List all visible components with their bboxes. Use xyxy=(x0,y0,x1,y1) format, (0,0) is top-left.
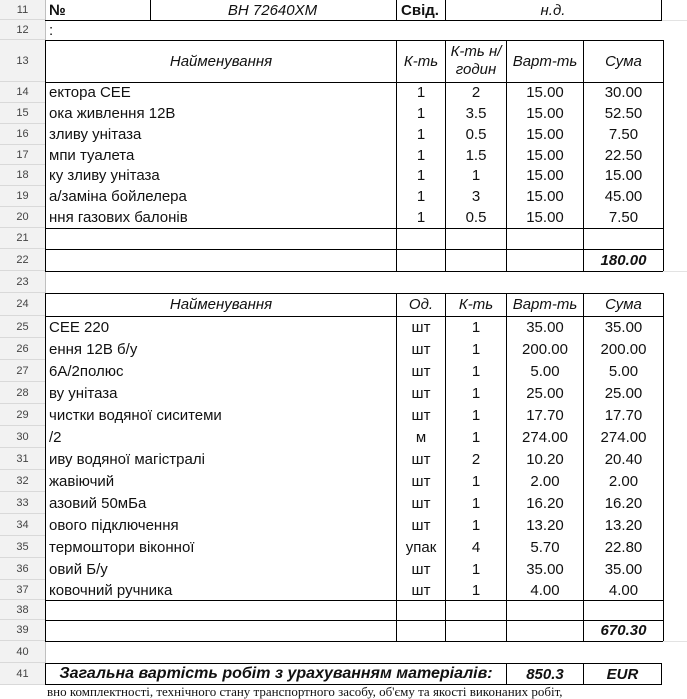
row-number[interactable]: 22 xyxy=(0,249,45,271)
work-row-sum: 52.50 xyxy=(604,105,643,122)
mat-row-price: 13.20 xyxy=(526,516,564,534)
row-number[interactable]: 24 xyxy=(0,293,45,316)
mat-row-price: 35.00 xyxy=(526,560,564,578)
grand-total-label: Загальна вартість робіт з урахуванням матеріалів: xyxy=(59,665,493,682)
row-number[interactable]: 37 xyxy=(0,580,45,600)
work-row-name: зливу унітаза xyxy=(49,126,142,143)
table-border xyxy=(45,293,46,641)
work-row-sum: 7.50 xyxy=(608,126,639,143)
mat-row-qty: 1 xyxy=(471,428,481,446)
mat-row-qty: 2 xyxy=(471,450,481,468)
row-number[interactable]: 20 xyxy=(0,207,45,228)
row-number[interactable]: 12 xyxy=(0,20,45,40)
row-number[interactable]: 35 xyxy=(0,536,45,558)
border xyxy=(445,0,446,20)
mat-row-price: 274.00 xyxy=(522,428,568,446)
border xyxy=(150,0,151,20)
border xyxy=(45,20,662,21)
row-number[interactable]: 13 xyxy=(0,40,45,82)
mat-row-unit: шт xyxy=(411,318,431,336)
row-number[interactable]: 36 xyxy=(0,558,45,580)
no-label: № xyxy=(49,1,66,19)
work-col-qty: К-ть xyxy=(403,52,439,70)
work-row-hours: 0.5 xyxy=(465,126,487,143)
work-row-price: 15.00 xyxy=(526,167,564,184)
footer-text: вно комплектності, технічного стану транспортного засобу, об'єму та якості виконаних робіт, xyxy=(47,685,563,699)
mat-row-unit: упак xyxy=(405,538,437,556)
mat-row-name: азовий 50мБа xyxy=(49,494,147,512)
table-border xyxy=(661,663,662,685)
work-row-qty: 1 xyxy=(416,84,426,101)
mat-row-sum: 17.70 xyxy=(604,406,643,424)
row-number[interactable]: 11 xyxy=(0,0,45,20)
mat-row-sum: 35.00 xyxy=(604,318,643,336)
mat-row-sum: 4.00 xyxy=(608,581,639,599)
mat-row-name: ву унітаза xyxy=(49,384,118,402)
row-number[interactable]: 40 xyxy=(0,641,45,663)
row-number[interactable]: 30 xyxy=(0,426,45,448)
mat-row-qty: 1 xyxy=(471,362,481,380)
mat-row-price: 5.00 xyxy=(530,362,560,380)
mat-row-qty: 1 xyxy=(471,560,481,578)
row-number[interactable]: 31 xyxy=(0,448,45,470)
mat-col-sum: Сума xyxy=(605,296,642,313)
work-row-hours: 0.5 xyxy=(465,209,487,226)
mat-row-sum: 5.00 xyxy=(608,362,639,380)
mat-row-qty: 1 xyxy=(471,318,481,336)
row12-text: : xyxy=(49,21,54,39)
work-col-name: Найменування xyxy=(169,52,273,70)
work-row-qty: 1 xyxy=(416,126,426,143)
row-number[interactable]: 38 xyxy=(0,600,45,620)
work-col-hours-line1: К-ть н/ xyxy=(450,43,502,60)
cert-label: Свід. xyxy=(401,1,439,19)
mat-col-qty: К-ть xyxy=(458,296,494,313)
mat-row-unit: шт xyxy=(411,362,431,380)
mat-row-unit: шт xyxy=(411,450,431,468)
row-number[interactable]: 18 xyxy=(0,165,45,186)
table-border xyxy=(45,600,663,601)
mat-row-unit: шт xyxy=(411,494,431,512)
work-row-name: ока живлення 12В xyxy=(49,105,176,122)
mat-row-name: ення 12В б/у xyxy=(49,340,138,358)
table-border xyxy=(663,293,664,641)
mat-row-name: /2 xyxy=(49,428,62,446)
work-row-name: ектора CEE xyxy=(49,84,131,101)
mat-total: 670.30 xyxy=(600,622,647,639)
mat-row-qty: 1 xyxy=(471,581,481,599)
row-number[interactable]: 17 xyxy=(0,145,45,165)
table-border xyxy=(45,620,663,621)
work-row-hours: 1.5 xyxy=(465,146,487,164)
row-number[interactable]: 19 xyxy=(0,186,45,207)
mat-row-sum: 274.00 xyxy=(600,428,647,446)
work-row-price: 15.00 xyxy=(526,209,564,226)
work-col-price: Варт-ть xyxy=(512,52,578,70)
mat-row-name: термоштори віконної xyxy=(49,538,195,556)
mat-row-qty: 4 xyxy=(471,538,481,556)
row-number[interactable]: 28 xyxy=(0,382,45,404)
mat-row-name: жавіючий xyxy=(49,472,115,490)
row-number[interactable]: 21 xyxy=(0,228,45,249)
row-number[interactable]: 41 xyxy=(0,663,45,685)
work-row-qty: 1 xyxy=(416,167,426,184)
mat-row-name: ковочний ручника xyxy=(49,581,173,599)
mat-col-name: Найменування xyxy=(169,296,273,313)
cert-value: н.д. xyxy=(540,1,566,19)
row-number[interactable]: 25 xyxy=(0,316,45,338)
mat-row-unit: шт xyxy=(411,472,431,490)
work-row-name: мпи туалета xyxy=(49,146,135,164)
mat-row-unit: шт xyxy=(411,581,431,599)
mat-row-price: 25.00 xyxy=(526,384,564,402)
mat-row-unit: шт xyxy=(411,384,431,402)
mat-row-unit: шт xyxy=(411,340,431,358)
mat-row-sum: 20.40 xyxy=(604,450,643,468)
table-border xyxy=(45,228,663,229)
mat-row-qty: 1 xyxy=(471,516,481,534)
row-number[interactable]: 39 xyxy=(0,620,45,641)
table-border xyxy=(45,249,663,250)
mat-row-qty: 1 xyxy=(471,472,481,490)
work-row-sum: 30.00 xyxy=(604,84,643,101)
mat-row-price: 5.70 xyxy=(530,538,560,556)
work-row-qty: 1 xyxy=(416,209,426,226)
mat-row-sum: 16.20 xyxy=(604,494,643,512)
work-row-qty: 1 xyxy=(416,105,426,122)
work-col-hours-line2: годин xyxy=(455,61,497,78)
mat-row-unit: м xyxy=(415,428,427,446)
mat-row-unit: шт xyxy=(411,406,431,424)
work-total: 180.00 xyxy=(600,251,647,269)
work-row-sum: 15.00 xyxy=(604,167,643,184)
work-row-sum: 7.50 xyxy=(608,209,639,226)
mat-row-name: чистки водяної сиситеми xyxy=(49,406,222,424)
mat-row-price: 35.00 xyxy=(526,318,564,336)
table-border xyxy=(663,40,664,271)
work-row-price: 15.00 xyxy=(526,84,564,101)
mat-row-name: 6А/2полюс xyxy=(49,362,124,380)
work-row-price: 15.00 xyxy=(526,105,564,122)
mat-row-price: 16.20 xyxy=(526,494,564,512)
work-row-price: 15.00 xyxy=(526,126,564,143)
mat-row-price: 4.00 xyxy=(530,581,560,599)
row-number[interactable]: 26 xyxy=(0,338,45,360)
work-row-hours: 1 xyxy=(471,167,481,184)
mat-row-qty: 1 xyxy=(471,494,481,512)
mat-row-name: иву водяної магістралі xyxy=(49,450,205,468)
mat-row-price: 2.00 xyxy=(530,472,560,490)
work-col-hours xyxy=(446,40,506,82)
mat-row-sum: 25.00 xyxy=(604,384,643,402)
mat-row-qty: 1 xyxy=(471,406,481,424)
mat-row-unit: шт xyxy=(411,560,431,578)
work-row-price: 15.00 xyxy=(526,188,564,205)
work-row-qty: 1 xyxy=(416,188,426,205)
mat-row-price: 17.70 xyxy=(526,406,564,424)
border xyxy=(661,0,662,20)
row-number[interactable]: 27 xyxy=(0,360,45,382)
mat-row-qty: 1 xyxy=(471,384,481,402)
work-row-price: 15.00 xyxy=(526,146,564,164)
mat-row-sum: 22.80 xyxy=(604,538,643,556)
row-number[interactable]: 33 xyxy=(0,492,45,514)
mat-row-price: 10.20 xyxy=(526,450,564,468)
vehicle-plate: ВН 72640ХМ xyxy=(227,1,318,19)
work-row-hours: 3.5 xyxy=(465,105,487,122)
row-number[interactable]: 23 xyxy=(0,271,45,293)
mat-row-sum: 200.00 xyxy=(600,340,647,358)
row-number[interactable]: 29 xyxy=(0,404,45,426)
mat-row-sum: 2.00 xyxy=(608,472,639,490)
work-row-hours: 2 xyxy=(471,84,481,101)
work-row-name: а/заміна бойлелера xyxy=(49,188,187,205)
row-number[interactable]: 16 xyxy=(0,124,45,145)
work-row-name: ку зливу унітаза xyxy=(49,167,160,184)
work-row-qty: 1 xyxy=(416,146,426,164)
grand-total-value: 850.3 xyxy=(526,665,564,683)
mat-row-price: 200.00 xyxy=(522,340,568,358)
table-border xyxy=(45,271,663,272)
mat-row-sum: 35.00 xyxy=(604,560,643,578)
mat-row-name: CEE 220 xyxy=(49,318,110,336)
mat-row-qty: 1 xyxy=(471,340,481,358)
mat-row-sum: 13.20 xyxy=(604,516,643,534)
row-number[interactable]: 15 xyxy=(0,103,45,124)
row-number[interactable]: 14 xyxy=(0,82,45,103)
work-row-sum: 45.00 xyxy=(604,188,643,205)
work-row-hours: 3 xyxy=(471,188,481,205)
work-row-sum: 22.50 xyxy=(604,146,643,164)
table-border xyxy=(45,641,663,642)
row-number[interactable]: 32 xyxy=(0,470,45,492)
border xyxy=(396,0,397,20)
mat-row-name: ового підключення xyxy=(49,516,179,534)
grand-total-currency: EUR xyxy=(606,665,639,683)
mat-col-unit: Од. xyxy=(408,296,434,313)
work-row-name: ння газових балонів xyxy=(49,209,188,226)
mat-row-unit: шт xyxy=(411,516,431,534)
mat-col-price: Варт-ть xyxy=(512,296,578,313)
mat-row-name: овий Б/у xyxy=(49,560,108,578)
work-col-sum: Сума xyxy=(605,52,642,70)
row-number[interactable]: 34 xyxy=(0,514,45,536)
